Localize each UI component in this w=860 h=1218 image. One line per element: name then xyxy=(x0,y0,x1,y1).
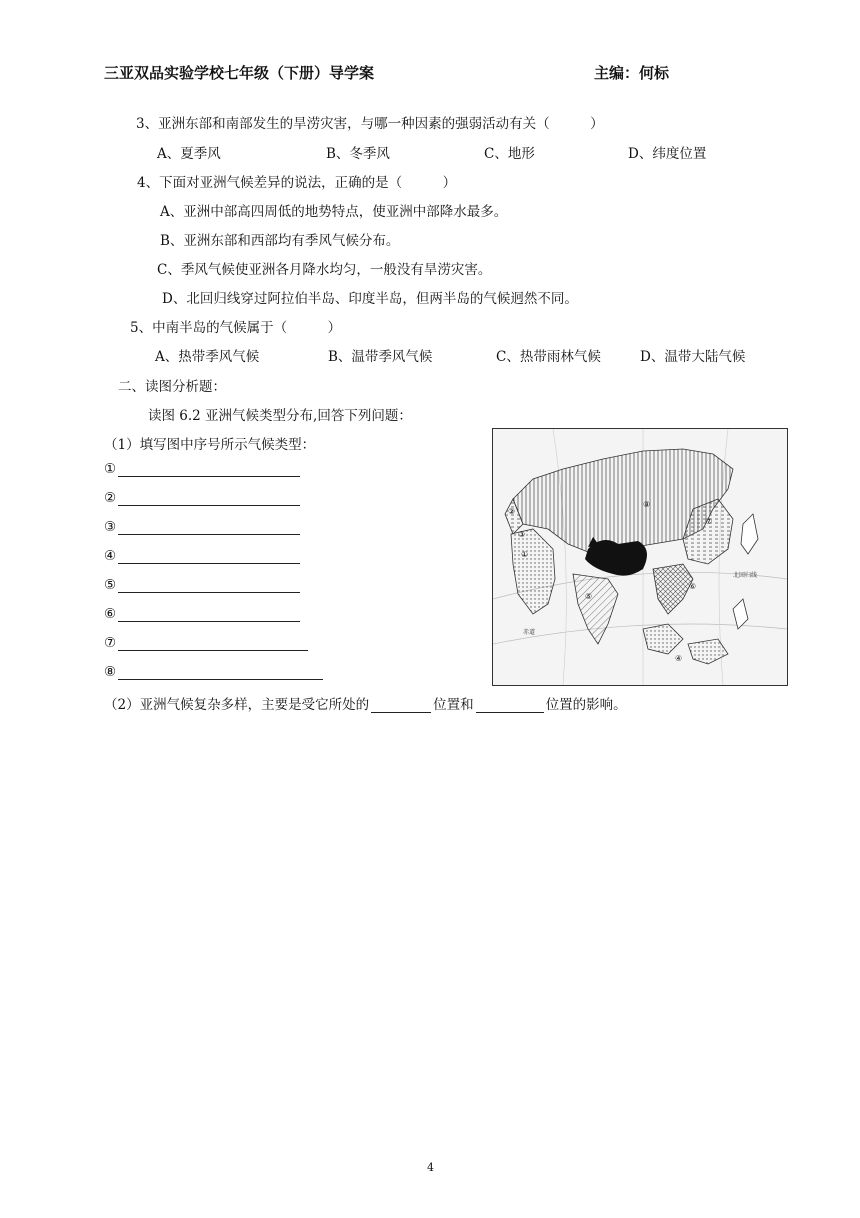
blank-label: ① xyxy=(104,461,117,477)
sub2-text-2: 位置和 xyxy=(433,697,474,713)
map-label-equator: 赤道 xyxy=(523,629,536,636)
doc-header-title: 三亚双品实验学校七年级（下册）导学案 xyxy=(104,64,375,82)
question-4-option-d: D、北回归线穿过阿拉伯半岛、印度半岛，但两半岛的气候迥然不同。 xyxy=(162,291,578,307)
question-3-option-c: C、地形 xyxy=(484,146,535,162)
section-2-sub1: （1）填写图中序号所示气候类型： xyxy=(104,437,316,453)
map-label-7: ⑦ xyxy=(705,517,713,526)
blank-label: ⑧ xyxy=(104,664,117,680)
question-5-option-a: A、热带季风气候 xyxy=(155,349,260,365)
map-label-2: ② xyxy=(508,507,516,516)
asia-climate-map-svg xyxy=(493,429,787,685)
question-4-option-a: A、亚洲中部高四周低的地势特点，使亚洲中部降水最多。 xyxy=(160,204,508,220)
sub2-blank-1[interactable] xyxy=(371,698,431,713)
answer-blank-7 xyxy=(104,635,308,651)
fill-line[interactable] xyxy=(118,665,323,680)
blank-label: ⑦ xyxy=(104,635,117,651)
question-5-option-c: C、热带雨林气候 xyxy=(496,349,601,365)
answer-blank-5 xyxy=(104,577,300,593)
map-label-8: ⑧ xyxy=(643,500,651,509)
sub2-text-3: 位置的影响。 xyxy=(545,697,627,713)
section-2-title: 二、读图分析题： xyxy=(118,379,226,395)
question-3-option-d: D、纬度位置 xyxy=(628,146,707,162)
question-3-option-b: B、冬季风 xyxy=(326,146,390,162)
sub2-blank-2[interactable] xyxy=(476,698,544,713)
map-label-3: ③ xyxy=(518,530,526,539)
question-4-option-c: C、季风气候使亚洲各月降水均匀，一般没有旱涝灾害。 xyxy=(157,262,492,278)
question-4-stem: 4、下面对亚洲气候差异的说法，正确的是（ ） xyxy=(137,175,457,191)
blank-label: ④ xyxy=(104,548,117,564)
map-label-6: ⑥ xyxy=(689,582,697,591)
question-3-option-a: A、夏季风 xyxy=(157,146,221,162)
sub2-text-1: （2）亚洲气候复杂多样，主要是受它所处的 xyxy=(104,697,370,713)
map-label-tropic: 北回归线 xyxy=(733,572,758,579)
blank-label: ⑤ xyxy=(104,577,117,593)
question-4-option-b: B、亚洲东部和西部均有季风气候分布。 xyxy=(160,233,400,249)
fill-line[interactable] xyxy=(118,578,300,593)
answer-blank-8 xyxy=(104,664,323,680)
answer-blank-2 xyxy=(104,490,300,506)
fill-line[interactable] xyxy=(118,549,300,564)
answer-blank-6 xyxy=(104,606,300,622)
fill-line[interactable] xyxy=(118,607,300,622)
blank-label: ② xyxy=(104,490,117,506)
blank-label: ③ xyxy=(104,519,117,535)
section-2-sub2 xyxy=(104,693,627,713)
asia-climate-map xyxy=(492,428,788,686)
fill-line[interactable] xyxy=(118,520,300,535)
page-number: 4 xyxy=(427,1161,434,1174)
answer-blank-3 xyxy=(104,519,300,535)
question-3-stem: 3、亚洲东部和南部发生的旱涝灾害，与哪一种因素的强弱活动有关（ ） xyxy=(136,116,604,132)
question-5-stem: 5、中南半岛的气候属于（ ） xyxy=(130,320,342,336)
section-2-intro: 读图 6.2 亚洲气候类型分布,回答下列问题： xyxy=(148,408,412,424)
fill-line[interactable] xyxy=(118,462,300,477)
fill-line[interactable] xyxy=(118,491,300,506)
map-label-5: ⑤ xyxy=(585,592,593,601)
map-label-4: ④ xyxy=(675,654,683,663)
map-label-1: ① xyxy=(521,550,529,559)
blank-label: ⑥ xyxy=(104,606,117,622)
doc-header-editor: 主编：何标 xyxy=(594,64,670,82)
question-5-option-d: D、温带大陆气候 xyxy=(640,349,746,365)
question-5-option-b: B、温带季风气候 xyxy=(328,349,433,365)
answer-blank-1 xyxy=(104,461,300,477)
fill-line[interactable] xyxy=(118,636,308,651)
answer-blank-4 xyxy=(104,548,300,564)
